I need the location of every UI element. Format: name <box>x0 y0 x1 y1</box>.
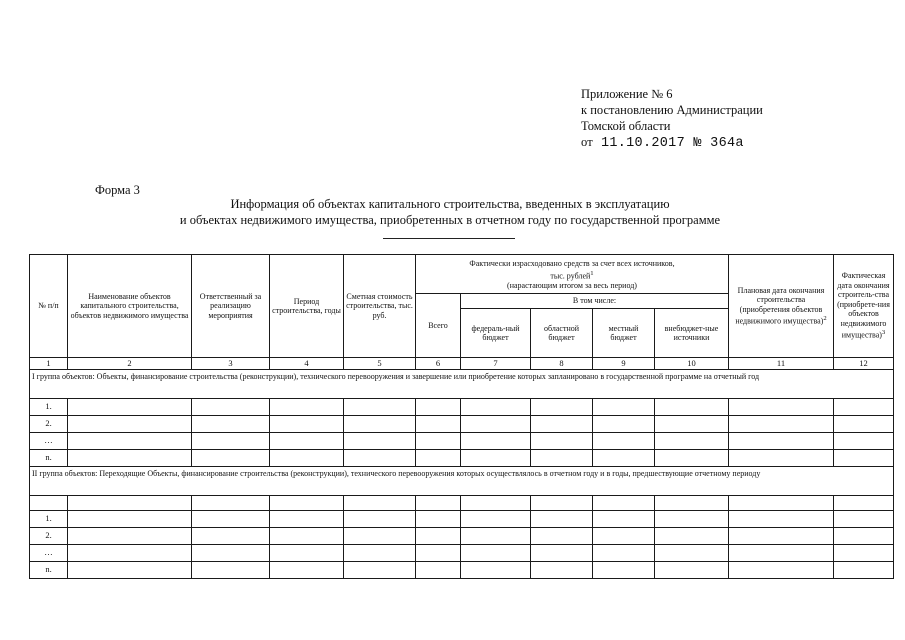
planned-date-footnote: 2 <box>823 315 827 323</box>
report-table <box>29 254 894 579</box>
row-index: n. <box>30 450 68 467</box>
fact-unit: тыс. рублей <box>550 271 591 281</box>
header-col-number: № п/п <box>30 255 68 358</box>
fact-line-1: Фактически израсходовано средств за счет всех источников, <box>469 259 675 269</box>
group-1-label: I группа объектов: Объекты, финансирование строительства (реконструкции), технического перевооружения и завершение или приобретение которых запланировано в государственной программе на отчетный год <box>30 370 894 399</box>
header-row-1 <box>30 255 894 294</box>
group-1-header <box>30 370 894 399</box>
table-row <box>30 450 894 467</box>
header-including: В том числе: <box>461 294 729 309</box>
header-col-name: Наименование объектов капитального строительства, объектов недвижимого имущества <box>68 255 192 358</box>
column-number: 2 <box>68 358 192 370</box>
header-col-federal: федераль-ный бюджет <box>461 309 531 358</box>
column-number-row <box>30 358 894 370</box>
column-number: 9 <box>593 358 655 370</box>
table-row <box>30 562 894 579</box>
appendix-line-2: к постановлению Администрации <box>581 103 763 117</box>
column-number: 12 <box>834 358 894 370</box>
table-row-spacer <box>30 496 894 511</box>
actual-date-footnote: 3 <box>881 329 886 337</box>
column-number: 3 <box>192 358 270 370</box>
header-col-actual-date <box>834 255 894 358</box>
appendix-date-line <box>581 134 763 152</box>
header-col-regional: областной бюджет <box>531 309 593 358</box>
row-index: 1. <box>30 511 68 528</box>
header-col-total: Всего <box>416 294 461 358</box>
column-number: 1 <box>30 358 68 370</box>
appendix-line-3: Томской области <box>581 119 671 133</box>
form-label: Форма 3 <box>95 183 140 197</box>
row-index: … <box>30 433 68 450</box>
row-index: 2. <box>30 528 68 545</box>
document-title-line-1: Информация об объектах капитального строительства, введенных в эксплуатацию <box>230 197 670 211</box>
row-index: n. <box>30 562 68 579</box>
document-title-line-2: и объектах недвижимого имущества, приобретенных в отчетном году по государственной программе <box>179 213 721 227</box>
column-number: 11 <box>729 358 834 370</box>
row-index: 1. <box>30 399 68 416</box>
header-col-planned-date <box>729 255 834 358</box>
table-row <box>30 511 894 528</box>
fact-line-3: (нарастающим итогом за весь период) <box>507 281 637 291</box>
column-number: 7 <box>461 358 531 370</box>
column-number: 6 <box>416 358 461 370</box>
table-row <box>30 433 894 450</box>
table-row <box>30 416 894 433</box>
column-number: 8 <box>531 358 593 370</box>
header-col-local: местный бюджет <box>593 309 655 358</box>
appendix-line-1: Приложение № 6 <box>581 87 673 101</box>
header-col-extrabudget: внебюджет-ные источники <box>655 309 729 358</box>
header-col-responsible: Ответственный за реализацию мероприятия <box>192 255 270 358</box>
fact-footnote: 1 <box>590 269 594 277</box>
group-2-header <box>30 467 894 496</box>
row-index: 2. <box>30 416 68 433</box>
row-index: … <box>30 545 68 562</box>
header-fact-spent <box>416 255 729 294</box>
date-prefix: от <box>581 135 593 149</box>
group-2-label: II группа объектов: Переходящие Объекты, финансирование строительства (реконструкции), технического перевооружения которых осуществлялось в отчетном году и в годы, предшествующие отчетному периоду <box>30 467 894 496</box>
planned-date-text: Плановая дата окончания строительства (приобретения объектов недвижимого имущества) <box>735 285 825 326</box>
column-number: 4 <box>270 358 344 370</box>
column-number: 10 <box>655 358 729 370</box>
title-underline <box>383 238 515 239</box>
date-stamp: 11.10.2017 № 364а <box>600 136 744 151</box>
appendix-block <box>581 86 763 152</box>
table-row <box>30 528 894 545</box>
fact-line-2 <box>418 269 726 281</box>
header-col-cost: Сметная стоимость строительства, тыс. руб. <box>344 255 416 358</box>
actual-date-text: Фактическая дата окончания строитель-ства (приобрете-ния объектов недвижимого имущества) <box>837 271 890 341</box>
column-number: 5 <box>344 358 416 370</box>
table-row <box>30 399 894 416</box>
header-col-period: Период строительства, годы <box>270 255 344 358</box>
table-row <box>30 545 894 562</box>
